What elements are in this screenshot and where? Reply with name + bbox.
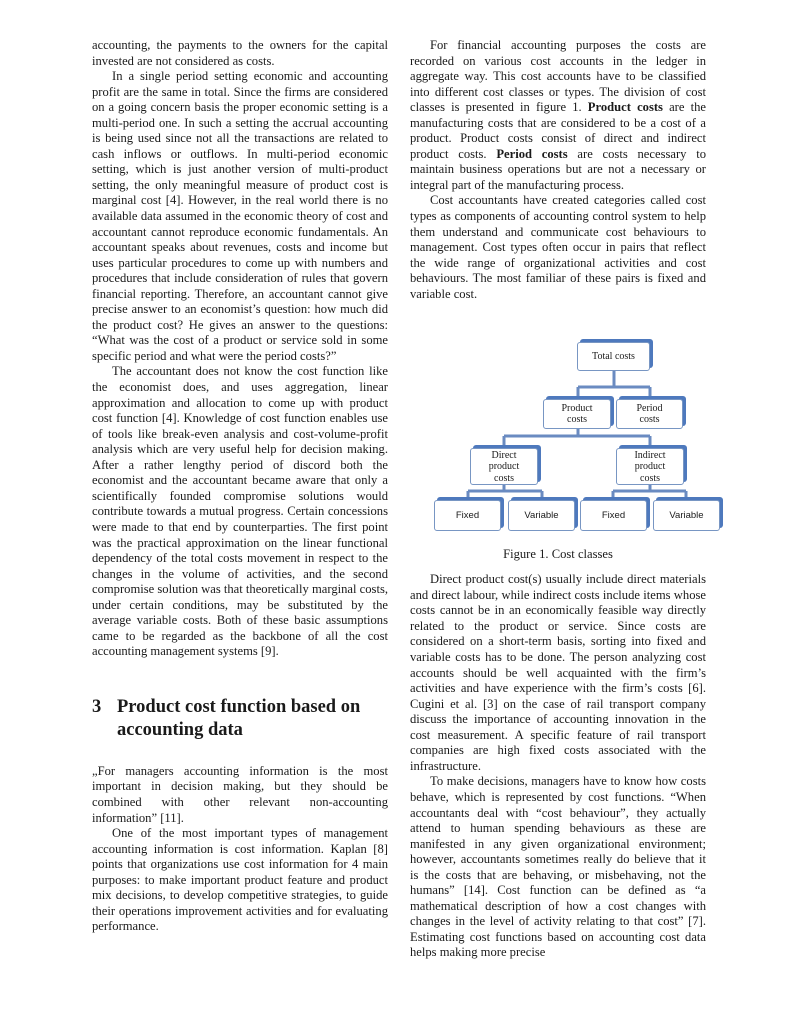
node-label: Period costs [636, 402, 663, 426]
paragraph: Cost accountants have created categories called cost types as components of accounting control system to help them understand and communicate cost behaviours to management. Cost types often occur in pairs that reflect the wide range of organizational activities and cost behaviours. The most familiar of these pairs is fixed and variable cost. [410, 193, 706, 301]
paragraph: accounting, the payments to the owners for the capital invested are not considered as costs. [92, 38, 388, 68]
node-label: Variable [524, 510, 559, 522]
right-column [410, 38, 706, 961]
section-title: Product cost function based on accounting data [117, 696, 361, 740]
text-run: are the manufacturing costs that are considered to be a cost of a product. Product costs consist of direct and indirect product costs. [410, 100, 706, 161]
term-period-costs: Period costs [496, 146, 568, 161]
node-total-costs [577, 342, 650, 371]
node-label: Direct product costs [488, 449, 520, 484]
term-product-costs: Product costs [587, 100, 663, 115]
node-direct-product-costs [470, 448, 538, 485]
node-variable-indirect [653, 500, 720, 531]
node-period-costs [616, 399, 683, 429]
node-label: Total costs [592, 351, 635, 363]
node-product-costs [543, 399, 611, 429]
paragraph [410, 38, 706, 193]
paragraph: Direct product cost(s) usually include direct materials and direct labour, while indirect costs include items whose costs cannot be in an economically feasible way directly related to the product or service. Since costs are considered on a short-term basis, sorting into fixed and variable costs has to be done. The person analyzing cost accounts should be well acquainted with the firm’s activities and have experience with the firm’s costs [6]. Cugini et al. [3] on the case of rail transport company discuss the importance of accounting innovation in the cost measurement. A specific feature of rail transport companies are high fixed costs associated with the infrastructure. [410, 572, 706, 773]
text-run: For financial accounting purposes the costs are recorded on various cost accounts in the ledger in aggregate way. This cost accounts have to be classified into different cost classes or types. The division of cost classes is presented in figure 1. [410, 38, 706, 115]
node-label: Fixed [455, 510, 480, 522]
paragraph: One of the most important types of management accounting information is cost information. Kaplan [8] points that organizations use cost information for 4 main purposes: to make important product feature and product mix decisions, to develop competitive strategies, to guide their operations improvement activities and for evaluating performance. [92, 826, 388, 934]
node-label: Product costs [561, 402, 593, 426]
node-fixed-indirect [580, 500, 647, 531]
text-run: are costs necessary to maintain business operations but are not a necessary or integral part of the manufacturing process. [410, 146, 707, 192]
node-label: Indirect product costs [634, 449, 666, 484]
node-label: Fixed [601, 510, 626, 522]
paragraph: To make decisions, managers have to know how costs behave, which is represented by cost functions. “When accountants deal with “cost behaviour”, they actually attend to human spending behaviours as these are manifested in any given organizational environment; however, accountants sometimes really do believe that it is the costs that are behaving, or misbehaving, not the humans” [14]. Cost function can be defined as “a mathematical description of how a cost changes with changes in the level of activity relating to that cost” [7]. Estimating cost functions based on accounting cost data helps making more precise [410, 774, 706, 960]
paragraph: The accountant does not know the cost function like the economist does, and uses aggregation, linear approximation and allocation to come up with product cost function [4]. Knowledge of cost function enables use of tools like break-even analysis and cost-volume-profit analysis which are very useful help for decision making. After a rather lengthy period of discord both the economist and the accountant became aware that only a scientifically founded compromise solutions would contribute towards a mutual progress. Certain concessions were made to that end by counterparties. The first point was the practical approximation on the linear functional dependency of the total costs movement in respect to the changes in the volume of activities, and the second compromise solution was that theoretically marginal costs, under certain conditions, may be substituted by the average variable costs. Both of these basic assumptions came to be regarded as the backbone of all the cost accounting management systems [9]. [92, 364, 389, 659]
left-column [92, 38, 388, 935]
node-variable-direct [508, 500, 575, 531]
paragraph: „For managers accounting information is the most important in decision making, but they should be combined with other relevant non-accounting information” [11]. [92, 763, 388, 825]
node-indirect-product-costs [616, 448, 684, 485]
section-number: 3 [92, 696, 102, 717]
paragraph: In a single period setting economic and accounting profit are the same in total. Since the firms are considered on a going concern basis the proper economic setting is a multi-period one. In such a setting the accrual accounting is being used since not all the transactions are related to cash inflows or outflows. In multi-period economic setting, which is just another version of multi-product setting, the only meaningful measure of product cost is marginal cost [4]. However, in the real world there is no available data assumed in the economic theory of cost and accountant cannot reproduce economic fundamentals. An accountant speaks about revenues, costs and income but uses particular procedures to come up with numbers and procedures that include consideration of rules that govern financial reporting. Therefore, an accountant cannot give precise answer to an economist’s question: how much did the product cost? He gives an answer to the questions: “What was the cost of a product or service sold in some specific period and what were the period costs?” [92, 69, 388, 363]
node-fixed-direct [434, 500, 501, 531]
figure-cost-classes [410, 302, 706, 572]
section-heading [92, 696, 388, 742]
node-label: Variable [669, 510, 704, 522]
figure-caption: Figure 1. Cost classes [503, 547, 613, 562]
